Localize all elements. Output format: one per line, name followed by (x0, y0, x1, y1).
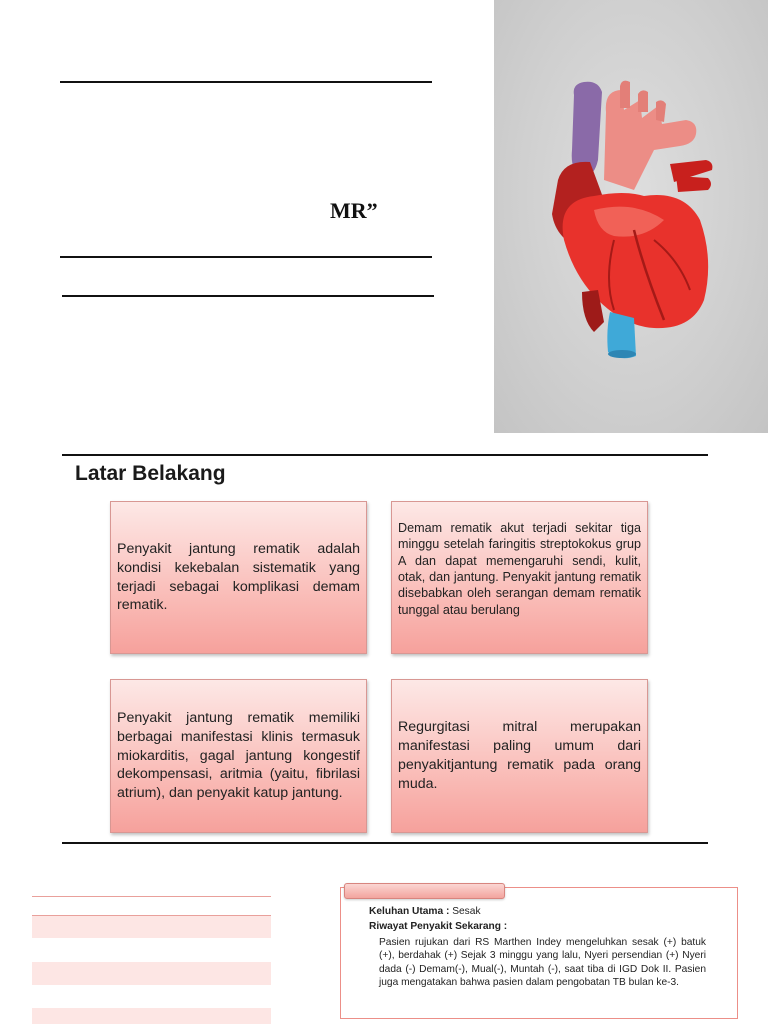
info-card-4-text: Regurgitasi mitral merupakan manifestasi paling umum dari penyakitjantung rematik pada orang muda. (398, 719, 641, 792)
patient-info-tab (344, 883, 505, 899)
riwayat-label: Riwayat Penyakit Sekarang : (369, 921, 508, 932)
info-card-1 (110, 501, 367, 654)
keluhan-utama-label: Keluhan Utama : (369, 906, 450, 917)
riwayat-line (369, 921, 706, 932)
info-card-3-text: Penyakit jantung rematik memiliki berbagai manifestasi klinis termasuk miokarditis, gagal jantung kongestif dekompensasi, aritmia (yaitu, fibrilasi atrium), dan penyakit katup jantung. (117, 709, 360, 802)
title-rule-bottom (62, 295, 434, 297)
info-card-1-text: Penyakit jantung rematik adalah kondisi kekebalan sistematik yang terjadi sebagai komplikasi demam rematik. (117, 540, 360, 614)
section-rule-top (62, 454, 708, 456)
title-rule-top (60, 81, 432, 83)
info-card-3 (110, 679, 367, 833)
heart-illustration-panel (494, 0, 768, 433)
section-title: Latar Belakang (75, 462, 226, 485)
info-card-4 (391, 679, 648, 833)
keluhan-utama-value: Sesak (449, 906, 481, 917)
info-card-2 (391, 501, 648, 654)
keluhan-utama-line (369, 906, 706, 917)
riwayat-text: Pasien rujukan dari RS Marthen Indey mengeluhkan sesak (+) batuk (+), berdahak (+) Sejak 3 minggu yang lalu, Nyeri persendian (+) Nyeri dada (-) Demam(-), Mual(-), Muntah (-), saat tiba di IGD Dok II. Pasien juga mengatakan bahwa pasien dalam pengobatan TB bulan ke-3. (379, 937, 706, 988)
anatomical-heart-icon (494, 0, 768, 433)
patient-info-content (369, 906, 706, 989)
info-card-2-text: Demam rematik akut terjadi sekitar tiga minggu setelah faringitis streptokokus grup A dan dapat memengaruhi sendi, kulit, otak, dan jantung. Penyakit jantung rematik disebabkan oleh serangan demam rematik tunggal atau berulang (398, 521, 641, 617)
decorative-table-stripes (32, 896, 271, 1024)
title-rule-middle (60, 256, 432, 258)
presentation-title-fragment: MR” (330, 198, 378, 223)
section-rule-bottom (62, 842, 708, 844)
